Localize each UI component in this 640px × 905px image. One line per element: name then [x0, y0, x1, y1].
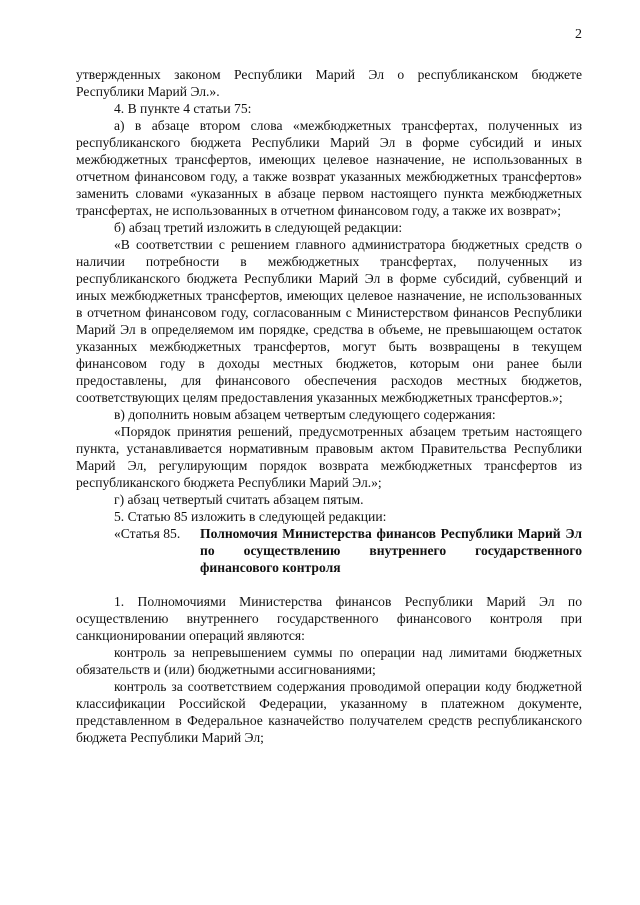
paragraph: «В соответствии с решением главного администратора бюджетных средств о наличии потребности в межбюджетных трансфертах, полученных из республиканского бюджета Республики Марий Эл в форме субсидий, субвенций и иных межбюджетных трансфертов, имеющих целевое назначение, не использованных в отчетном финансовом году, согласованным с Министерством финансов Республики Марий Эл в определяемом им порядке, средства в объеме, не превышающем остаток указанных межбюджетных трансфертов, могут быть возвращены в текущем финансовом году в доходы местных бюджетов, которым они ранее были предоставлены, для финансового обеспечения расходов местных бюджетов, соответствующих целям предоставления указанных межбюджетных трансфертов.»;: [76, 237, 582, 405]
text-block-b: [76, 593, 582, 746]
paragraph: а) в абзаце втором слова «межбюджетных трансфертах, полученных из республиканского бюджета Республики Марий Эл в форме субсидий и иных межбюджетных трансфертов, имеющих целевое назначение, не использованных в отчетном финансовом году, а также возврат указанных межбюджетных трансфертов» заменить словами «указанных в абзаце первом настоящего пункта межбюджетных трансфертах, не использованных в отчетном финансовом году, а также их возврат»;: [76, 118, 582, 218]
paragraph: контроль за непревышением суммы по операции над лимитами бюджетных обязательств и (или) бюджетными ассигнованиями;: [76, 645, 582, 677]
paragraph: контроль за соответствием содержания проводимой операции коду бюджетной классификации Российской Федерации, указанному в платежном документе, представленном в Федеральное казначейство получателем средств республиканского бюджета Республики Марий Эл;: [76, 679, 582, 745]
spacer: [76, 576, 582, 593]
paragraph: «Порядок принятия решений, предусмотренных абзацем третьим настоящего пункта, устанавливается нормативным правовым актом Правительства Республики Марий Эл, регулирующим порядок возврата межбюджетных трансфертов из республиканского бюджета Республики Марий Эл.»;: [76, 424, 582, 490]
paragraph: 5. Статью 85 изложить в следующей редакции:: [114, 509, 387, 524]
paragraph: г) абзац четвертый считать абзацем пятым.: [114, 492, 364, 507]
article-heading: [76, 525, 582, 576]
article-title: Полномочия Министерства финансов Республики Марий Эл по осуществлению внутреннего государственного финансового контроля: [200, 526, 582, 575]
paragraph: б) абзац третий изложить в следующей редакции:: [114, 220, 403, 235]
paragraph: 1. Полномочиями Министерства финансов Республики Марий Эл по осуществлению внутреннего государственного финансового контроля при санкционировании операций являются:: [76, 594, 582, 643]
document-body: [76, 66, 582, 746]
text-block-a: [76, 66, 582, 525]
page-number: 2: [575, 27, 582, 42]
paragraph: в) дополнить новым абзацем четвертым следующего содержания:: [114, 407, 496, 422]
paragraph: 4. В пункте 4 статьи 75:: [114, 101, 252, 116]
paragraph: утвержденных законом Республики Марий Эл о республиканском бюджете Республики Марий Эл.».: [76, 67, 582, 99]
article-number: «Статья 85.: [114, 526, 181, 541]
